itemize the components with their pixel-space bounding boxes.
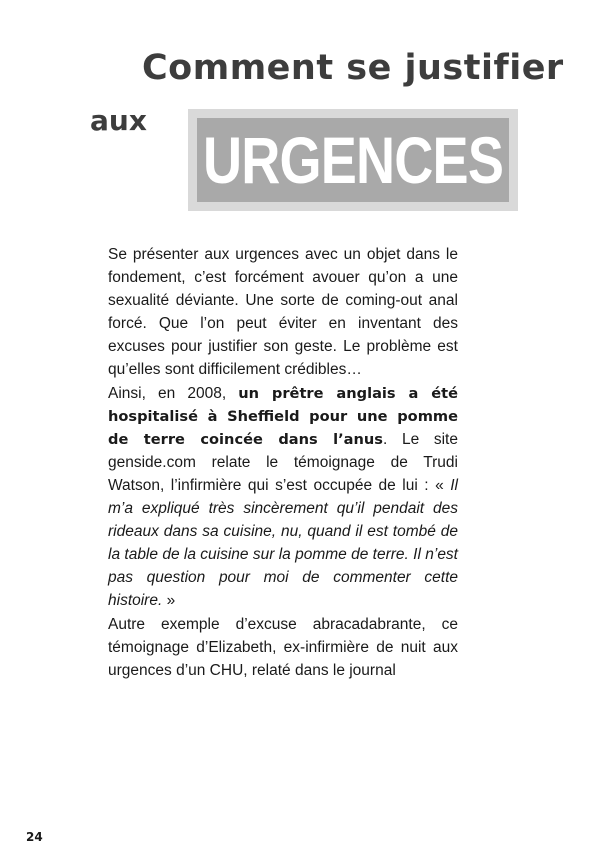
title-banner-inner: [197, 118, 509, 202]
title-aux: aux: [90, 104, 147, 137]
title-line-1: Comment se justifier: [142, 48, 564, 88]
page-number: 24: [26, 830, 43, 844]
article-body: [108, 243, 458, 682]
paragraph-1: Se présenter aux urgences avec un objet dans le fondement, c’est forcément avouer qu’on a une sexualité déviante. Une sorte de coming-out anal forcé. Que l’on peut éviter en inventant des excuses pour justifier son geste. Le problème est qu’elles sont difficilement crédibles…: [108, 246, 458, 379]
title-banner: [188, 109, 518, 211]
paragraph-2-intro: Ainsi, en 2008,: [108, 384, 239, 402]
title-main: URGENCES: [202, 123, 504, 197]
paragraph-2: [108, 382, 458, 613]
paragraph-2-end: »: [162, 592, 176, 610]
paragraph-2-bold: un prêtre anglais a été hospitalisé à Sheffield pour une pomme de terre coincée dans l’anus: [108, 384, 458, 448]
paragraph-2-mid: . Le site genside.com relate le témoignage de Trudi Watson, l’infirmière qui s’est occupée de lui : «: [108, 430, 458, 494]
paragraph-3: Autre exemple d’excuse abracadabrante, ce témoignage d’Elizabeth, ex-infirmière de nuit aux urgences d’un CHU, relaté dans le journal: [108, 615, 458, 679]
paragraph-2-quote: Il m’a expliqué très sincèrement qu’il pendait des rideaux dans sa cuisine, nu, quand il est tombé de la table de la cuisine sur la pomme de terre. Il n’est pas question pour moi de commenter cette histoire.: [108, 476, 458, 610]
